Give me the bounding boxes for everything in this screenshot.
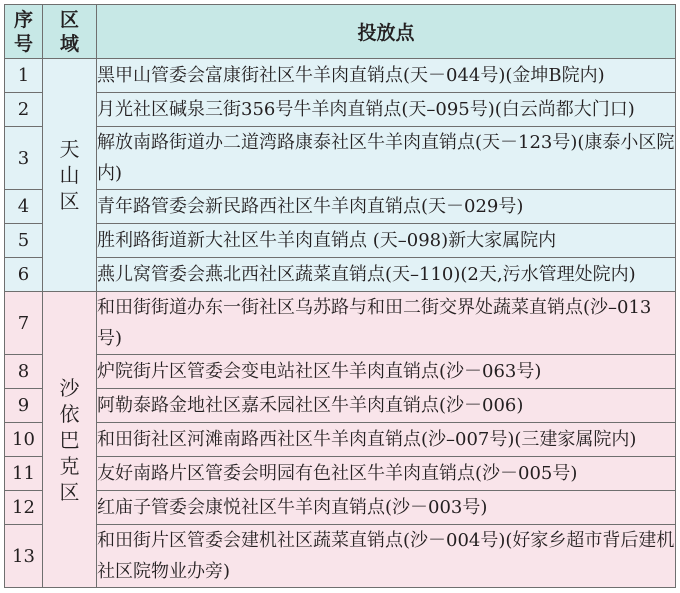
table-row xyxy=(5,355,676,389)
row-number: 10 xyxy=(5,423,43,457)
table-row xyxy=(5,59,676,93)
location-cell: 红庙子管委会康悦社区牛羊肉直销点(沙－003号) xyxy=(97,491,676,525)
table-row xyxy=(5,423,676,457)
header-index xyxy=(5,5,43,59)
location-cell: 和田街街道办东一街社区乌苏路与和田二街交界处蔬菜直销点(沙–013号) xyxy=(97,292,676,355)
row-number: 13 xyxy=(5,525,43,588)
row-number: 11 xyxy=(5,457,43,491)
row-number: 8 xyxy=(5,355,43,389)
region-label: 天山区 xyxy=(59,137,80,213)
table-row xyxy=(5,127,676,190)
location-cell: 解放南路街道办二道湾路康泰社区牛羊肉直销点(天－123号)(康泰小区院内) xyxy=(97,127,676,190)
location-cell: 炉院街片区管委会变电站社区牛羊肉直销点(沙－063号) xyxy=(97,355,676,389)
header-location: 投放点 xyxy=(97,5,676,59)
row-number: 9 xyxy=(5,389,43,423)
region-cell-shayibake xyxy=(43,292,97,588)
location-cell: 月光社区碱泉三街356号牛羊肉直销点(天–095号)(白云尚都大门口) xyxy=(97,93,676,127)
location-cell: 阿勒泰路金地社区嘉禾园社区牛羊肉直销点(沙－006) xyxy=(97,389,676,423)
table-row xyxy=(5,457,676,491)
table-row xyxy=(5,389,676,423)
location-cell: 友好南路片区管委会明园有色社区牛羊肉直销点(沙－005号) xyxy=(97,457,676,491)
location-cell: 黑甲山管委会富康街社区牛羊肉直销点(天－044号)(金坤B院内) xyxy=(97,59,676,93)
location-cell: 胜利路街道新大社区牛羊肉直销点 (天–098)新大家属院内 xyxy=(97,224,676,258)
location-cell: 燕儿窝管委会燕北西社区蔬菜直销点(天–110)(2天,污水管理处院内) xyxy=(97,258,676,292)
row-number: 3 xyxy=(5,127,43,190)
header-row xyxy=(5,5,676,59)
distribution-table xyxy=(4,4,676,588)
table-row xyxy=(5,292,676,355)
row-number: 4 xyxy=(5,190,43,224)
location-cell: 和田街社区河滩南路西社区牛羊肉直销点(沙–007号)(三建家属院内) xyxy=(97,423,676,457)
location-cell: 青年路管委会新民路西社区牛羊肉直销点(天－029号) xyxy=(97,190,676,224)
table-row xyxy=(5,93,676,127)
row-number: 5 xyxy=(5,224,43,258)
row-number: 6 xyxy=(5,258,43,292)
header-region xyxy=(43,5,97,59)
row-number: 7 xyxy=(5,292,43,355)
table-row xyxy=(5,525,676,588)
header-index-text: 序号 xyxy=(13,8,33,55)
region-cell-tianshan xyxy=(43,59,97,292)
header-region-text: 区域 xyxy=(59,8,79,55)
row-number: 12 xyxy=(5,491,43,525)
region-label: 沙依巴克区 xyxy=(59,375,80,504)
table-row xyxy=(5,491,676,525)
table-row xyxy=(5,190,676,224)
table-row xyxy=(5,224,676,258)
row-number: 1 xyxy=(5,59,43,93)
location-cell: 和田街片区管委会建机社区蔬菜直销点(沙－004号)(好家乡超市背后建机社区院物业办旁) xyxy=(97,525,676,588)
table-row xyxy=(5,258,676,292)
row-number: 2 xyxy=(5,93,43,127)
